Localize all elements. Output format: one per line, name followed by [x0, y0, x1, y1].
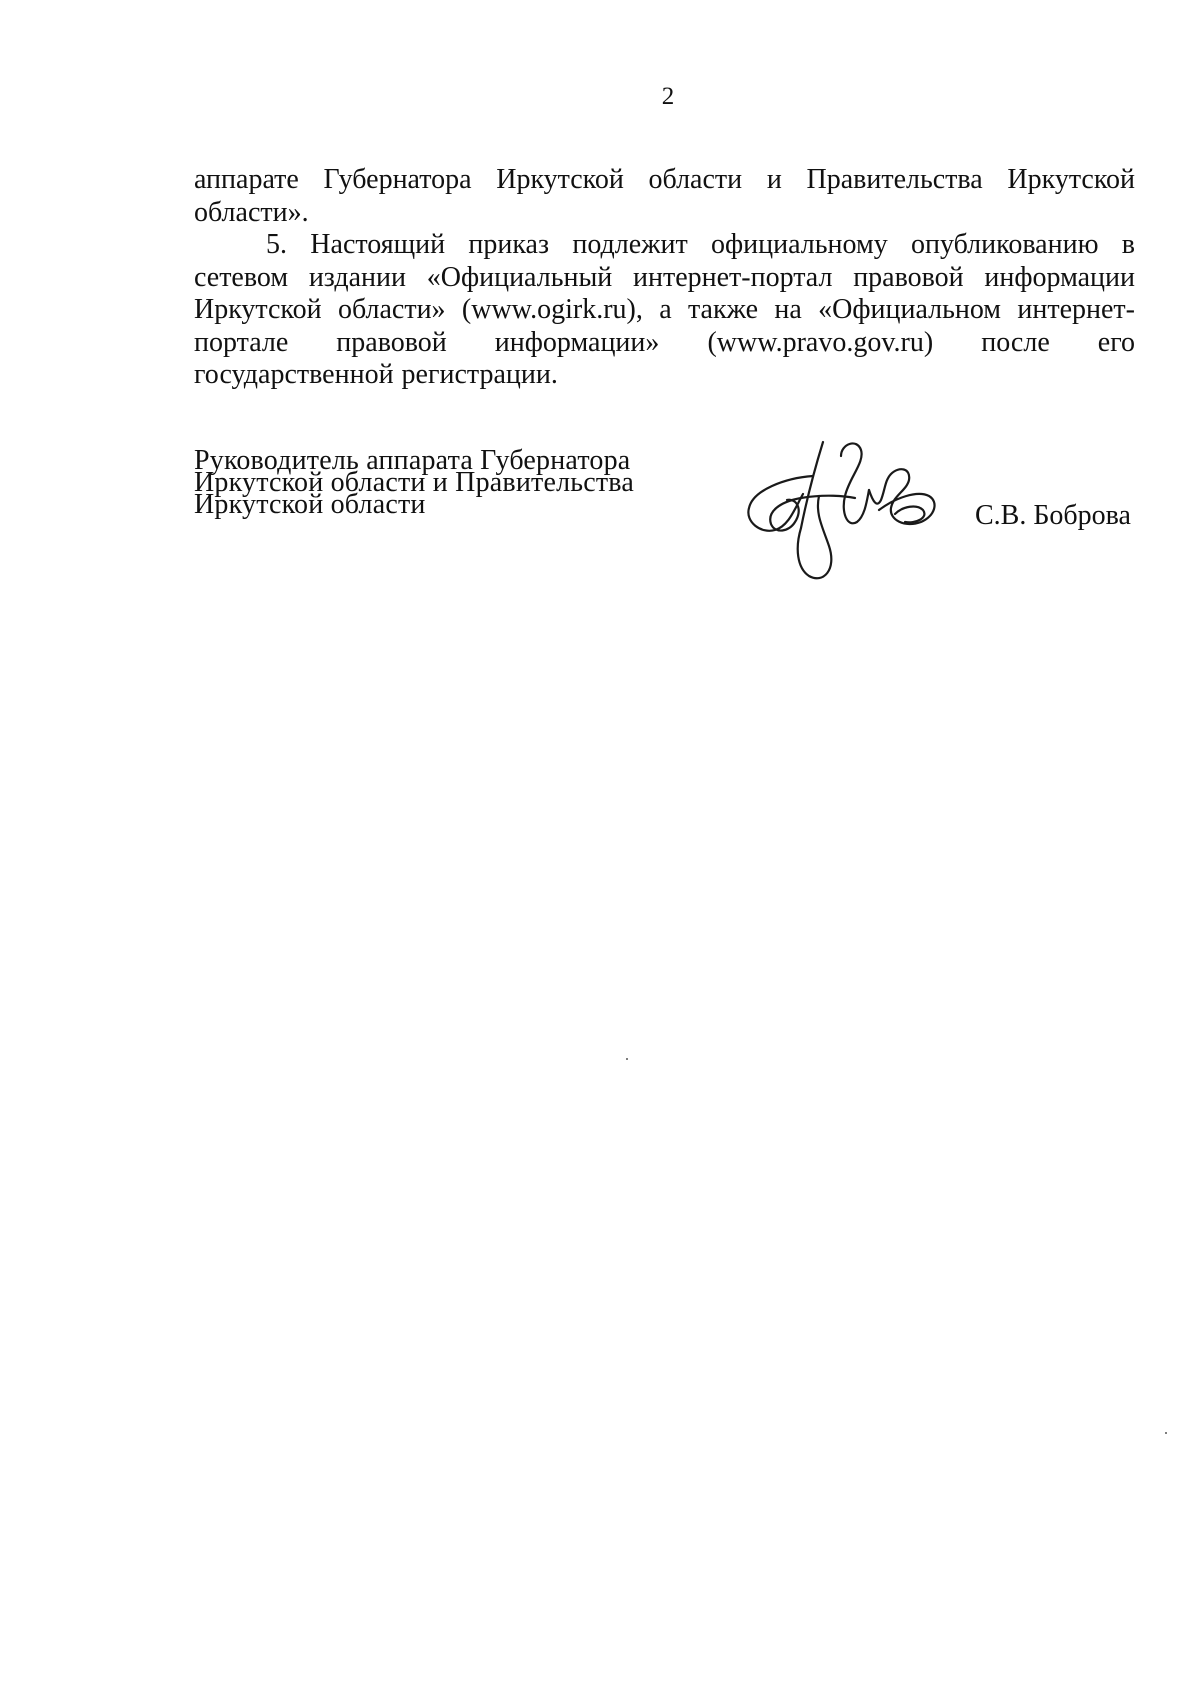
signatory-name: С.В. Боброва: [975, 500, 1131, 531]
scan-speck: [1165, 1432, 1167, 1434]
paragraph-continuation: аппарате Губернатора Иркутской области и Правительства Иркутской области».: [194, 164, 1135, 228]
scan-speck: [626, 1058, 628, 1060]
signatory-title-line: Иркутской области и Правительства: [194, 467, 634, 498]
paragraph-5: 5. Настоящий приказ подлежит официальному опубликованию в сетевом издании «Официальный интернет-портал правовой информации Иркутской области» (www.ogirk.ru), а также на «Официальном интернет-портале правовой информации» (www.pravo.gov.ru) после его государственной регистрации.: [194, 229, 1135, 390]
page-number: 2: [661, 83, 675, 110]
document-body: [194, 164, 1135, 392]
handwritten-signature: [745, 438, 940, 583]
signatory-title: [194, 445, 674, 520]
signatory-title-line: Иркутской области: [194, 489, 426, 520]
signatory-title-line: Руководитель аппарата Губернатора: [194, 445, 631, 476]
